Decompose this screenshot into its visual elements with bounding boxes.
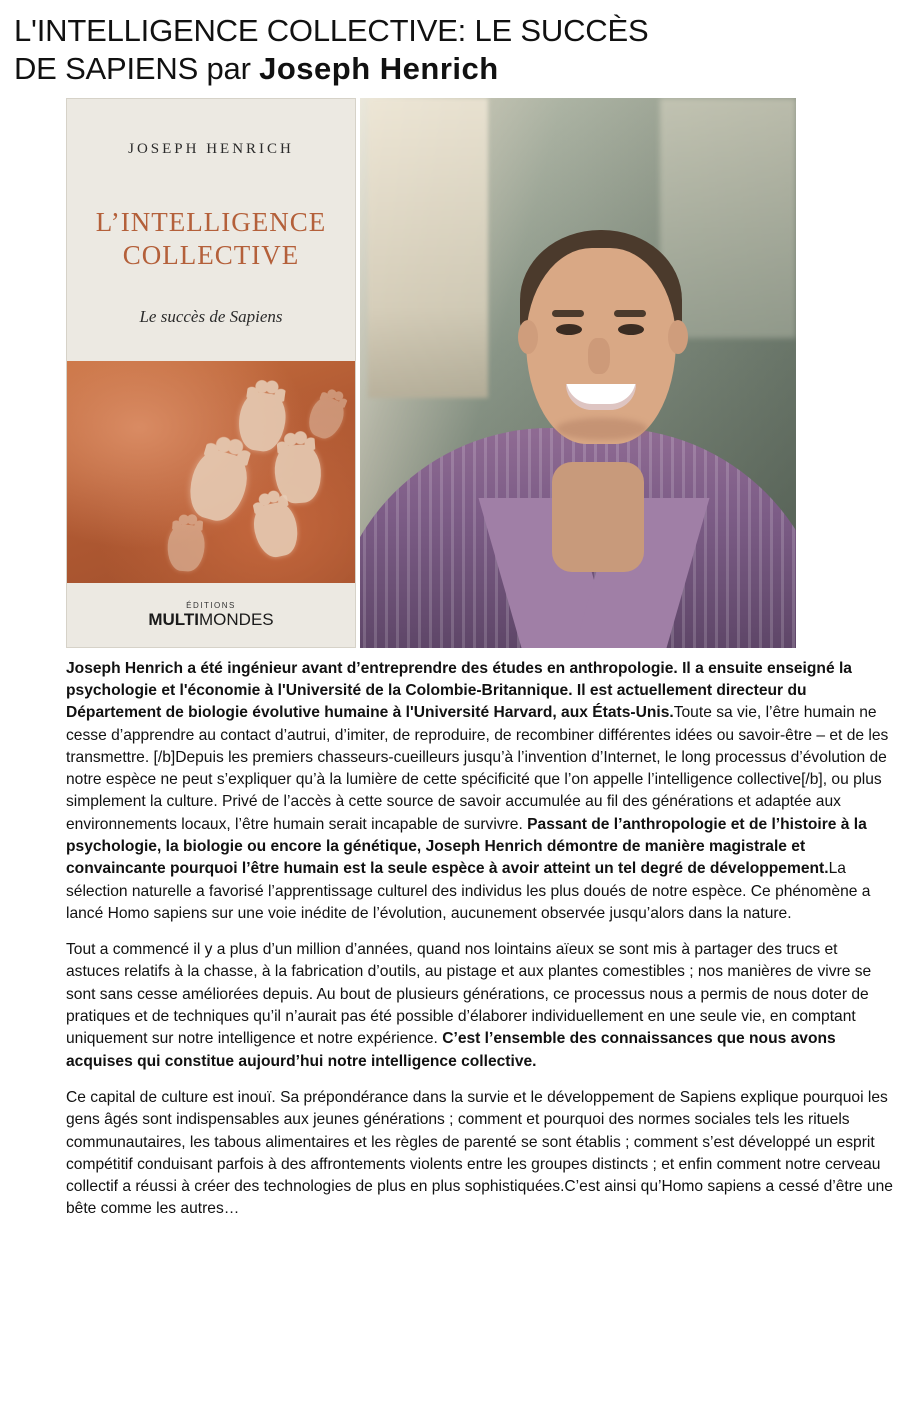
media-row bbox=[14, 98, 902, 648]
paragraph-run: Ce capital de culture est inouï. Sa prépondérance dans la survie et le développement de Sapiens explique pourquoi les gens âgés sont indispensables aux jeunes générations ; comment et pourquoi des normes sociales tels les rituels communautaires, les tabous alimentaires et les règles de parenté se sont établis ; comment s’est développé un esprit compétitif conduisant parfois à des affrontements violents entre les groupes distincts ; et enfin comment notre cerveau collectif a réussi à créer des technologies de plus en plus sophistiquées.C’est ainsi qu’Homo sapiens a cessé d’être une bête comme les autres… bbox=[66, 1088, 893, 1218]
handprint-icon bbox=[250, 499, 302, 560]
cover-subtitle: Le succès de Sapiens bbox=[139, 307, 283, 327]
book-cover-image bbox=[66, 98, 356, 648]
portrait-chin-shadow bbox=[556, 418, 648, 440]
page-title-line2: DE SAPIENS bbox=[14, 50, 199, 86]
photo-background-window-left bbox=[368, 98, 488, 398]
portrait-ear-right bbox=[668, 320, 688, 354]
cover-title-line2: COLLECTIVE bbox=[122, 240, 300, 271]
paragraph-run: La sélection naturelle a favorisé l’apprentissage culturel des individus les plus doués de notre espèce. Ce phénomène a lancé Homo sapiens sur une voie inédite de l’évolution, aucunement observée jusqu’alors dans la nature. bbox=[66, 860, 871, 922]
publisher-name-bold: MULTI bbox=[148, 609, 200, 629]
paragraph-run: Toute sa vie, l’être humain ne cesse d’apprendre au contact d’autrui, d’imiter, de reproduire, de recombiner différentes idées ou savoir-être – et de les transmettre. [/b]Depuis les premiers chasseurs-cueilleurs jusqu’à l’invention d’Internet, le long processus d’évolution de notre espèce ne peut s’expliquer qu’à la lumière de cette spécificité que l’on appelle l’intelligence collective[/b], ou plus simplement la culture. Privé de l’accès à cette source de savoir accumulée au fil des générations et adaptée aux environnements locaux, l’être humain serait incapable de survivre. bbox=[66, 704, 889, 833]
paragraph bbox=[66, 939, 894, 1073]
publisher-name bbox=[67, 611, 355, 629]
paragraph bbox=[66, 1087, 894, 1221]
portrait-eyebrow-right bbox=[614, 310, 646, 317]
portrait-eye-right bbox=[618, 324, 644, 335]
paragraph-bold-run: Passant de l’anthropologie et de l’histoire à la psychologie, la biologie ou encore la génétique, Joseph Henrich démontre de manière magistrale et convaincante pourquoi l’être humain est la seule espèce à avoir atteint un tel degré de développement. bbox=[66, 815, 867, 878]
cover-author-name: JOSEPH HENRICH bbox=[128, 140, 294, 157]
cover-publisher-logo bbox=[67, 602, 355, 628]
portrait-eye-left bbox=[556, 324, 582, 335]
page-title-author: Joseph Henrich bbox=[259, 50, 499, 86]
cover-title bbox=[67, 206, 355, 274]
paragraph-bold-run: C’est l’ensemble des connaissances que nous avons acquises qui constitue aujourd’hui notre intelligence collective. bbox=[66, 1030, 836, 1070]
cover-title-line1: L’INTELLIGENCE bbox=[95, 206, 327, 237]
paragraph bbox=[66, 658, 894, 926]
page-title-line1: L'INTELLIGENCE COLLECTIVE: LE SUCCÈS bbox=[14, 13, 649, 48]
publisher-prefix: ÉDITIONS bbox=[186, 601, 236, 611]
handprint-icon bbox=[166, 523, 206, 572]
portrait-eyebrow-left bbox=[552, 310, 584, 317]
page-title bbox=[14, 12, 902, 88]
paragraph-run: Tout a commencé il y a plus d’un million d’années, quand nos lointains aïeux se sont mis à partager des trucs et astuces relatifs à la chasse, à la fabrication d’outils, au pistage et aux plantes comestibles ; nos manières de vivre se sont sans cesse améliorées depuis. Au bout de plusieurs générations, ce processus nous a permis de nous doter de pratiques et de techniques qu’il n’aurait pas été possible d’élaborer individuellement en une seule vie, en comptant uniquement sur notre intelligence et notre expérience. bbox=[66, 941, 872, 1048]
paragraph-bold-run: Joseph Henrich a été ingénieur avant d’entreprendre des études en anthropologie. Il a ensuite enseigné la psychologie et l'économie à l'Université de la Colombie-Britannique. Il est actuellement directeur du Département de biologie évolutive humaine à l'Université Harvard, aux États-Unis. bbox=[66, 659, 852, 722]
cover-artwork-handprints bbox=[67, 361, 355, 583]
portrait-neck bbox=[552, 462, 644, 572]
article-body bbox=[14, 658, 902, 1221]
portrait-ear-left bbox=[518, 320, 538, 354]
portrait-nose bbox=[588, 338, 610, 374]
author-portrait-photo bbox=[360, 98, 796, 648]
publisher-name-light: MONDES bbox=[199, 609, 274, 629]
page-title-by: par bbox=[206, 50, 251, 86]
